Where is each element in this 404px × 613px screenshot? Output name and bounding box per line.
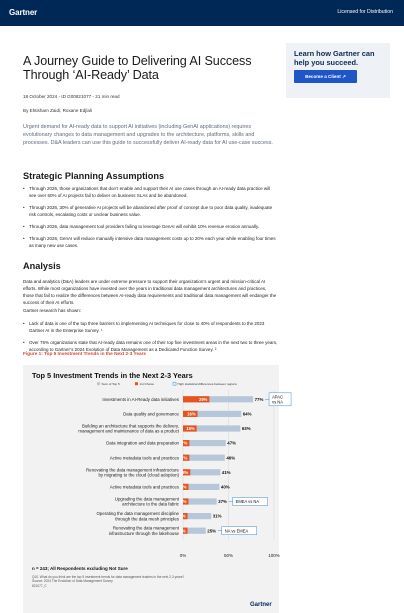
bar-chart [23, 365, 283, 565]
first-choice-value-label: 29% [198, 396, 208, 402]
first-choice-value-label: 8% [182, 469, 189, 475]
page-title: A Journey Guide to Delivering AI Success Through ‘AI-Ready’ Data [23, 54, 252, 82]
category-label: Operating the data management discipline [96, 511, 179, 517]
spa-heading: Strategic Planning Assumptions [23, 171, 165, 181]
sum-value-label: 31% [212, 513, 222, 519]
category-label: by migrating to the cloud (cloud adoption) [98, 472, 179, 478]
category-label: Renovating the data management [112, 525, 179, 531]
category-label: architecture to the data fabric [122, 501, 179, 507]
figure-chart [23, 365, 283, 613]
first-choice-value-label: 7% [181, 440, 188, 446]
category-label: Data integration and data preparation [106, 440, 179, 446]
article-authors: By Ehtisham Zaidi, Roxane Edjlali [23, 108, 92, 113]
chart-question: Q10. What do you think are the top 5 investment trends for data management leaders in the next 2-3 years? [32, 575, 185, 579]
research-intro: Gartner research has shown: [23, 308, 82, 313]
cta-heading: Learn how Gartner can help you succeed. [294, 49, 375, 67]
spa-list [23, 185, 278, 249]
first-choice-value-label: 5% [179, 528, 186, 534]
x-tick-label: 50% [223, 553, 234, 558]
sum-value-label: 41% [221, 469, 231, 475]
chart-footnote [32, 575, 272, 588]
become-client-button[interactable]: Become a Client ↗ [294, 70, 357, 83]
category-label: Investments in AI-Ready data initiatives [102, 396, 179, 402]
cta-panel [286, 43, 390, 98]
first-choice-value-label: 7% [181, 455, 188, 461]
sum-value-label: 63% [241, 426, 251, 432]
x-tick-label: 100% [268, 553, 280, 558]
analysis-paragraph: Data and analytics (D&A) leaders are under extreme pressure to support their organization’s urgent and mission-critical AI efforts. While most organizations have invested over the years in traditional data management architectures and practices, those that fail to realize the differences between AI-ready data requirements and traditional data management will endanger the success of their AI efforts. [23, 279, 277, 305]
sum-value-label: 47% [227, 440, 237, 446]
gartner-logo[interactable]: Gartner [9, 8, 38, 17]
legend-label: High statistical differences between regions [177, 382, 237, 386]
list-item: • Through 2026, GenAI will reduce manually intensive data management costs up to 20% each year while enabling four times as many new use cases. [23, 235, 278, 249]
first-choice-value-label: 5% [179, 513, 186, 519]
category-label: Renovating the data management infrastructure [86, 467, 179, 473]
list-item: • Through 2026, those organizations that don’t enable and support their AI use cases through an AI-ready data practice will see over 60% of AI projects fail to deliver on business SLAs and be abandoned. [23, 185, 278, 199]
chart-title: Top 5 Investment Trends in the Next 2-3 Years [32, 371, 193, 380]
x-tick-label: 0% [179, 553, 187, 558]
first-choice-value-label: 15% [186, 426, 195, 432]
legend-swatch [173, 382, 176, 385]
sum-value-label: 25% [207, 528, 217, 534]
callout-label: NA vs EMEA [224, 528, 249, 534]
category-label: Active metadata tools and practices [109, 455, 179, 461]
article-meta: 18 October 2024 - ID G00821077 - 21 min read [23, 94, 120, 99]
figure-caption: Figure 1: Top 5 Investment Trends in the Next 2-3 Years [23, 351, 147, 356]
first-choice-value-label: 16% [187, 411, 196, 417]
sum-value-label: 40% [220, 484, 230, 490]
callout-label: vs NA [272, 399, 283, 405]
chart-code: 821077_C [32, 583, 47, 588]
category-label: management and maintenance of data as a product [78, 428, 179, 434]
sum-value-label: 46% [226, 455, 236, 461]
list-item: • Through 2026, 30% of generative AI projects will be abandoned after proof of concept due to poor data quality, inadequate risk controls, escalating costs or unclear business value. [23, 204, 278, 218]
licensed-label: Licensed for Distribution [337, 9, 393, 15]
first-choice-value-label: 6% [180, 499, 187, 505]
chart-sample-note: n = 243; All Respondents excluding Not Sure [32, 566, 128, 571]
list-item: • Through 2026, data management tool providers failing to leverage GenAI will exhibit 10% revenue erosion annually. [23, 223, 278, 230]
bar-sum-of-top-5 [183, 440, 226, 446]
analysis-heading: Analysis [23, 261, 61, 271]
category-label: Data quality and governance [123, 411, 179, 417]
sum-value-label: 37% [218, 499, 227, 505]
legend-label: 1st Choice [139, 382, 155, 386]
legend-label: Sum of Top 5 [101, 382, 120, 386]
chart-brand: Gartner [250, 602, 272, 608]
category-label: Active metadata tools and practices [109, 484, 179, 490]
chart-source: Source: 2024 The Evolution of Data Management Survey [32, 579, 113, 584]
category-label: through the data mesh principles [115, 516, 179, 522]
top-bar [0, 0, 404, 26]
list-item: • Lack of data is one of the top three barriers to implementing AI techniques for close to 40% of respondents to the 2023 Gartner AI in the Enterprise Survey. ¹ [23, 320, 278, 334]
callout-label: EMEA vs NA [235, 499, 260, 505]
first-choice-value-label: 6% [180, 484, 187, 490]
callout-label: APAC [272, 394, 283, 400]
category-label: infrastructure through the lakehouse [108, 530, 179, 536]
lead-paragraph: Urgent demand for AI-ready data to support AI initiatives (including GenAI applications) requires evolutionary changes to data management and upgrades to the architecture, platforms, skills and processes. D&A leaders can use this guide to successfully deliver AI-ready data for AI use-case success. [23, 124, 273, 146]
legend-swatch [135, 382, 138, 385]
sum-value-label: 64% [242, 411, 252, 417]
category-label: Building an architecture that supports the delivery, [81, 423, 179, 429]
category-label: Upgrading the data management [114, 496, 179, 502]
sum-value-label: 77% [254, 396, 264, 402]
list-item: • Over 75% organizations state that AI-ready data remains one of their top five investment areas in the next two to three years, according to Gartner’s 2024 Evolution of Data Management as a Dedicated Function Survey. ² [23, 339, 278, 353]
legend-swatch [97, 382, 100, 385]
